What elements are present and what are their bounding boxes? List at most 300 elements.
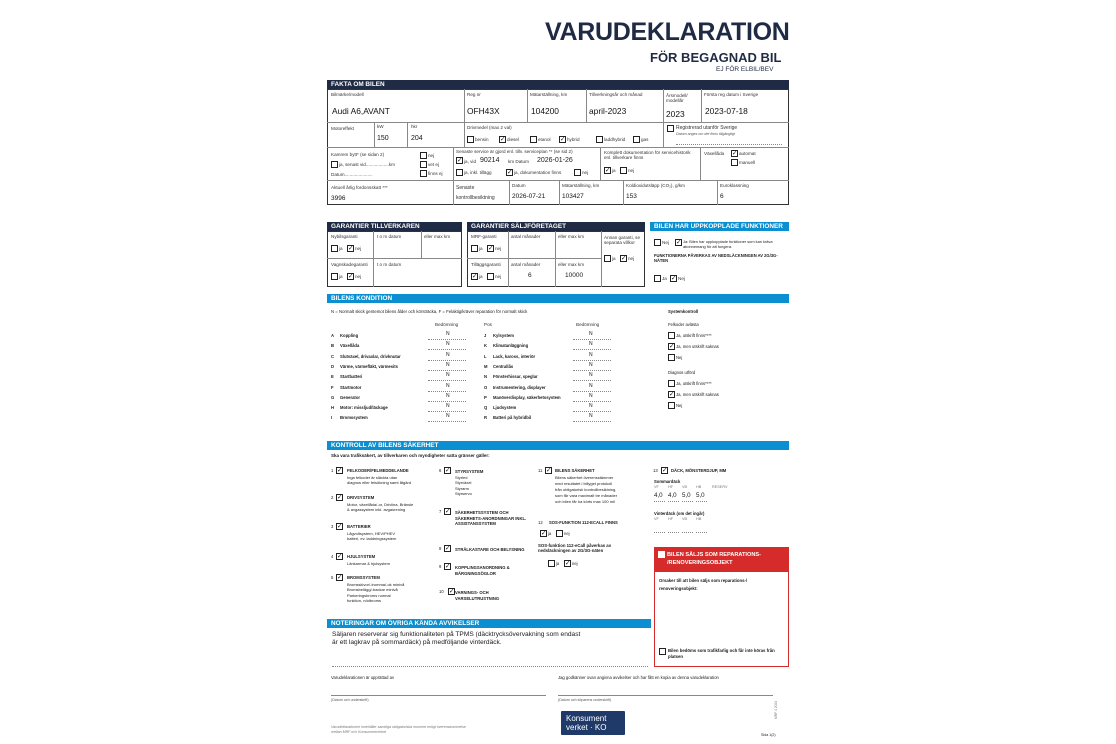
kamrem-ja-checkbox[interactable] [331, 161, 338, 168]
k-title-3: BATTERIER [347, 524, 371, 529]
komplett-label: Komplett dokumentation för servicehistorik enl. tillverkare finns [604, 150, 691, 161]
kontroll-intro: Ska vara trafiksäkert, av tillverkaren och myndigheter satta gränser gäller: [331, 453, 490, 458]
k-desc-1-0: Inga felkoder är släckta utan [347, 474, 398, 480]
kond-key-G: G [331, 394, 335, 400]
kond-value-B[interactable]: N [446, 341, 450, 348]
komplett-ja: ja [612, 168, 616, 173]
mat-label: Mätarställning, km [530, 92, 568, 97]
funk-nej: Nej [678, 276, 685, 281]
kond-key-Q: Q [484, 405, 488, 411]
upp-nej: Nej [662, 240, 669, 245]
k-item-2-checkbox[interactable]: ✓ [337, 494, 343, 501]
upprattad-label: Varudeklarationen är upprättad av [331, 675, 395, 680]
k-desc-4-0: Länkarmar & hjulsystem [347, 560, 390, 566]
kamrem-ja: ja, senast vid..................km [339, 162, 395, 167]
tillagg-antal-value[interactable]: 6 [528, 272, 532, 279]
kond-label-H: Motor: missljud/läckage [340, 405, 388, 411]
c12-num: 12 [538, 520, 543, 525]
sos2-label: SOS-funktion 112-eCall påverkas av nedsläckningen av 2G/3G-näten [538, 543, 612, 554]
tyre-sommar-3[interactable]: 5,0 [696, 492, 705, 499]
kond-key-F: F [331, 384, 334, 390]
service-datum-value[interactable]: 2026-01-26 [537, 157, 573, 164]
kond-value-F[interactable]: N [446, 382, 450, 389]
k-title-1: FELKODER/FELMEDDELANDE [347, 468, 409, 473]
tyre-pos-VF: VF [654, 485, 659, 489]
kond-value-O[interactable]: N [589, 382, 593, 389]
tyre-pos-VB: VB [682, 485, 688, 489]
vagn-ja-checkbox[interactable] [331, 273, 338, 280]
kond-key-O: O [484, 384, 488, 390]
trafikfarlig-checkbox[interactable] [659, 648, 666, 655]
tyre-vinter-pos-HF: HF [668, 517, 674, 521]
k-desc-3-0: Lågvoltsystem, HEV/PHEV [347, 530, 396, 536]
declaration-page [323, 14, 792, 740]
kamrem-finns-checkbox[interactable] [420, 170, 427, 177]
fuel-laddhybrid-checkbox[interactable] [596, 136, 603, 143]
reg-utanfor-label: Registrerad utanför Sverige [676, 125, 738, 131]
kamrem-vet-checkbox[interactable] [420, 161, 427, 168]
kamrem-finns: finns ej [428, 171, 443, 176]
kond-label-B: Växellåda [340, 343, 360, 349]
kw-value[interactable]: 150 [377, 135, 389, 142]
tillv-value[interactable]: april-2023 [589, 106, 627, 116]
c11-desc-4: och bilen får ha körts max 100 mil [555, 499, 615, 504]
kond-key-K: K [484, 343, 488, 349]
upp-funk: FUNKTIONERNA PÅVERKAS AV NEDSLÄCKNINGEN AV 2G/3G-NÄTEN [654, 253, 778, 264]
arsmodell-value[interactable]: 2023 [666, 109, 685, 119]
nybil-label: Nybilsgaranti [331, 234, 358, 239]
forsta-label: Första reg datum i Sverige [704, 92, 759, 97]
kond-value-Q[interactable]: N [589, 403, 593, 410]
service-dok: ja, dokumentation finns [514, 170, 562, 175]
sos2-nej-checkbox[interactable]: ✓ [565, 560, 571, 567]
noteringar-text2[interactable]: är ett lagkrav på sommardäck) på medföljande vinterdäck. [332, 639, 502, 646]
diagnos-opt-2: Nej [676, 403, 683, 408]
kondition-legend: N = Normalt skick gentemot bilens ålder och körsträcka, F = Felaktig/kräver reparation för normalt skick [331, 309, 528, 314]
doc-subtitle: FÖR BEGAGNAD BIL [650, 50, 782, 65]
kond-key-B: B [331, 343, 335, 349]
kond-line-C [428, 360, 466, 361]
c13-num: 13 [653, 468, 658, 473]
section-uppkopplade-heading: BILEN HAR UPPKOPPLADE FUNKTIONER [650, 222, 789, 231]
nybil-nej-checkbox[interactable]: ✓ [348, 245, 354, 252]
kond-key-R: R [484, 415, 488, 421]
k-item-7-checkbox[interactable]: ✓ [445, 508, 451, 515]
vinter-label: Vinterdäck (om det ingår) [654, 511, 705, 516]
kond-line-P [573, 401, 611, 402]
page-number: Sida 1(2) [761, 733, 776, 737]
k-num-10: 10 [439, 589, 444, 594]
konsumentverket-logo: Konsument verket · KO [561, 711, 625, 735]
hkr-label: hkr [411, 124, 418, 129]
kond-value-G[interactable]: N [446, 392, 450, 399]
kond-key-L: L [484, 353, 487, 359]
nybil-tom: t o m datum [377, 234, 402, 239]
felkoder-opt-2: Nej [676, 355, 683, 360]
komplett-nej-checkbox[interactable] [620, 167, 627, 174]
fuel-diesel-checkbox[interactable]: ✓ [500, 136, 506, 143]
kond-label-Q: Ljudsystem [493, 405, 517, 411]
k-item-5-checkbox[interactable]: ✓ [337, 574, 343, 581]
kond-label-I: Bromssystem [340, 415, 368, 421]
kamrem-label: Kamrem bytt* (se sidan 2) [331, 152, 385, 157]
kamrem-nej: nej [428, 153, 435, 158]
mrf-antal: antal månader [511, 234, 541, 239]
vagn-nej: nej [355, 274, 362, 279]
k-desc-6-0: Styrled [455, 474, 468, 480]
kond-value-J[interactable]: N [589, 331, 593, 337]
fuel-gas-label: gas [641, 137, 649, 142]
kond-line-A [428, 339, 466, 340]
k-item-8-checkbox[interactable]: ✓ [445, 545, 451, 552]
kond-line-R [573, 421, 611, 422]
funk-ja-checkbox[interactable] [654, 275, 661, 282]
tillagg-antal: antal månader [511, 262, 541, 267]
tyre-vinter-line-2 [682, 532, 693, 533]
service-nej: nej [582, 170, 589, 175]
mrf-ja-checkbox[interactable] [471, 245, 478, 252]
nybil-ja-checkbox[interactable] [331, 245, 338, 252]
k-desc-1-1: diagnos eller felsökning samt åtgärd [347, 480, 412, 486]
k-num-8: 8 [439, 546, 442, 551]
fuel-bensin-label: bensin [475, 137, 489, 142]
c12-ja-checkbox[interactable]: ✓ [541, 530, 547, 537]
tyre-pos-HF: HF [668, 485, 674, 489]
hkr-value[interactable]: 204 [411, 135, 423, 142]
k-desc-2-1: & avgassystem inkl. avgasrening [347, 507, 406, 513]
tyre-vinter-line-1 [668, 532, 679, 533]
annan-ja-checkbox[interactable] [604, 255, 611, 262]
k-desc-5-3: funktion, nödbroms [347, 598, 382, 604]
euro-label: Euroklassning [720, 183, 749, 188]
euro-value[interactable]: 6 [720, 193, 724, 200]
kond-line-I [428, 421, 466, 422]
k-title-7: SÄKERHETSSYSTEM OCH SÄKERHETS-ANORDNINGAR INKL. ASSISTANSSYSTEM [455, 510, 527, 527]
kamrem-nej-checkbox[interactable] [420, 152, 427, 159]
service-inkl-checkbox[interactable] [456, 169, 463, 176]
komplett-ja-checkbox[interactable]: ✓ [605, 167, 611, 174]
kond-value-D[interactable]: N [446, 361, 450, 368]
tillagg-nej-checkbox[interactable] [487, 273, 494, 280]
godkanner-label: Jag godkänner ovan angivna avvikelser och har fått en kopia av denna varudeklaration [558, 675, 719, 680]
skatt-value[interactable]: 3996 [331, 195, 346, 202]
fuel-diesel-label: diesel [507, 137, 520, 142]
kond-value-I[interactable]: N [446, 413, 450, 420]
tillagg-ja-checkbox[interactable]: ✓ [472, 273, 478, 280]
kamrem-vet: vet ej [428, 162, 439, 167]
tyre-sommar-line-3 [696, 501, 707, 502]
tillagg-km-value[interactable]: 10000 [565, 272, 584, 279]
fuel-laddhybrid-label: laddhybrid [604, 137, 626, 142]
k-num-4: 4 [331, 554, 334, 559]
bedomning-left: Bedömning [435, 322, 459, 327]
felkoder-label: Felkoder avlästa [668, 322, 699, 327]
mrf-ja: ja [479, 246, 483, 251]
kond-value-C[interactable]: N [446, 351, 450, 358]
vaxel-man-checkbox[interactable] [731, 159, 738, 166]
datum-under: (Datum och underskrift) [331, 698, 369, 702]
funk-nej-checkbox[interactable]: ✓ [671, 275, 677, 282]
drivmedel-label: Drivmedel (max 2 val) [467, 125, 512, 130]
k-desc-2-0: Motor, växellåda/-or, Drivlina, Bränsle [347, 501, 414, 507]
kond-label-A: Koppling [340, 333, 359, 338]
sos2-ja-checkbox[interactable] [548, 560, 555, 567]
kond-line-J [573, 339, 611, 340]
upp-ja-checkbox[interactable]: ✓ [676, 239, 682, 246]
seller-signature-line[interactable] [331, 695, 546, 696]
c13-title: DÄCK, MÖNSTERDJUP, MM [671, 468, 727, 473]
sys-title: Systemkontroll [668, 309, 699, 314]
tillagg-ja: ja [479, 274, 483, 279]
kond-value-E[interactable]: N [446, 372, 450, 379]
felkoder-opt-1-checkbox[interactable]: ✓ [669, 343, 675, 350]
forsta-value[interactable]: 2023-07-18 [705, 106, 748, 116]
vagn-nej-checkbox[interactable]: ✓ [348, 273, 354, 280]
c13-checkbox[interactable]: ✓ [662, 467, 668, 474]
fine2: mellan MRF och Konsumentverket [331, 730, 387, 734]
skatt-label: Aktuell årlig fordonsskatt *** [331, 185, 388, 190]
kond-label-N: Fönsterhissar, speglar [493, 374, 538, 380]
k-desc-5-1: Bromsbelägg/-backar minivå [347, 587, 398, 593]
sommar-label: Sommardäck [654, 479, 681, 484]
kond-label-O: Instrumentering, displayer [493, 384, 546, 390]
motor-label: Motoreffekt [331, 126, 354, 131]
kond-key-J: J [484, 333, 487, 338]
kond-key-D: D [331, 363, 335, 369]
kond-label-L: Lack, kaross, interiör [493, 353, 536, 359]
vagn-label: Vagnskadegaranti [331, 262, 368, 267]
kond-line-M [573, 370, 611, 371]
kamrem-datum: Datum...................... [331, 172, 373, 177]
kond-line-L [573, 360, 611, 361]
fuel-gas-checkbox[interactable] [633, 136, 640, 143]
mat-value[interactable]: 104200 [531, 106, 559, 116]
k-item-6-checkbox[interactable]: ✓ [445, 467, 451, 474]
service-vid-checkbox[interactable]: ✓ [457, 157, 463, 164]
upp-nej-checkbox[interactable] [654, 239, 661, 246]
service-label: Senaste service är gjord enl. tillv. serviceplan ** (se sid 2) [456, 149, 573, 154]
kond-label-D: Värme, värmefläkt, värmesits [340, 363, 398, 369]
vaxel-man: manuell [739, 160, 756, 165]
kond-label-M: Centrallås [493, 363, 514, 369]
kond-value-K[interactable]: N [589, 341, 593, 348]
kond-label-J: Kylsystem [493, 333, 514, 338]
kond-label-E: Startbatteri [340, 374, 363, 380]
kond-value-L[interactable]: N [589, 351, 593, 358]
kond-line-N [573, 380, 611, 381]
section-garanti-tillv-heading: GARANTIER TILLVERKAREN [327, 222, 462, 231]
k-desc-5-0: Bromsskivor/-trumma/-ok minivå [347, 581, 405, 587]
c12-title: SOS-FUNKTION 112-ECALL FINNS [549, 520, 618, 525]
k-num-9: 9 [439, 564, 442, 569]
k-num-7: 7 [439, 509, 442, 514]
noteringar-text1[interactable]: Säljaren reserverar sig funktionaliteten på TPMS (däcktrycksövervakning som endast [332, 631, 581, 638]
kond-line-Q [573, 411, 611, 412]
kond-key-P: P [484, 394, 487, 400]
kond-value-M[interactable]: N [589, 361, 593, 368]
k-num-3: 3 [331, 524, 334, 529]
c12-nej: nej [564, 531, 570, 536]
trafikfarlig-label: Bilen bedöms som trafikfarlig och får inte köras från platsen [668, 648, 775, 660]
tillv-label: Tillverkningsår och månad [589, 92, 643, 97]
vagn-ja: ja [339, 274, 343, 279]
tyre-vinter-line-0 [654, 532, 665, 533]
service-km-value[interactable]: 90214 [480, 157, 500, 164]
co2-label: Koldioxidutsläpp (CO₂), g/km [626, 183, 685, 188]
nybil-eller: eller max km [424, 234, 451, 239]
fuel-etanol-checkbox[interactable] [530, 136, 537, 143]
doc-sub2: EJ FÖR ELBIL/BEV [716, 66, 774, 73]
service-vid: ja, vid [464, 159, 477, 164]
mrf-nej-checkbox[interactable]: ✓ [488, 245, 494, 252]
k-item-3-checkbox[interactable]: ✓ [337, 523, 343, 530]
felkoder-opt-0-checkbox[interactable] [668, 332, 675, 339]
tyre-sommar-1[interactable]: 4,0 [668, 492, 677, 499]
diagnos-opt-1-checkbox[interactable]: ✓ [669, 391, 675, 398]
tyre-sommar-line-1 [668, 501, 679, 502]
diagnos-opt-2-checkbox[interactable] [668, 402, 675, 409]
c12-ja: ja [548, 531, 552, 536]
kond-line-E [428, 380, 466, 381]
fuel-bensin-checkbox[interactable] [467, 136, 474, 143]
felkoder-opt-1: Ja, men utskrift saknas [676, 344, 719, 349]
repair-checkbox[interactable] [658, 551, 665, 558]
kond-key-A: A [331, 333, 335, 338]
kond-label-R: Batteri på hybridbil [493, 415, 532, 421]
k-num-2: 2 [331, 495, 334, 500]
k-title-6: STYRSYSTEM [455, 469, 484, 474]
reg-utanfor-sub: Datum anges om det finns tillgängligt [676, 132, 735, 136]
nybil-ja: ja [339, 246, 343, 251]
kond-key-N: N [484, 374, 488, 380]
k-item-9-checkbox[interactable]: ✓ [445, 563, 451, 570]
diagnos-opt-0-checkbox[interactable] [668, 380, 675, 387]
annan-label: Annan garanti, se separata villkor [604, 235, 641, 246]
annan-nej: nej [628, 256, 635, 261]
kond-value-A[interactable]: N [446, 331, 450, 337]
kond-line-D [428, 370, 466, 371]
section-kontroll-heading: KONTROLL AV BILENS SÄKERHET [327, 441, 789, 450]
sos2-ja: ja [556, 561, 560, 566]
k-title-5: BROMSSYSTEM [347, 575, 380, 580]
k-num-5: 5 [331, 575, 334, 580]
tyre-vinter-pos-HB: HB [696, 517, 702, 521]
fine1: Varudeklarationen innehåller samtliga obligatoriska moment enligt överenskommelse [331, 725, 466, 729]
tyre-sommar-0[interactable]: 4,0 [654, 492, 663, 499]
kond-label-C: Slutväxel, drivaxlar, drivknutar [340, 353, 401, 359]
tyre-pos-RESERV: RESERV [712, 485, 728, 489]
side-code: MRF 4 2024 [774, 700, 778, 719]
senaste-label: Senaste kontrollbesiktning [456, 185, 495, 201]
datum-label: Datum [512, 183, 526, 188]
kond-label-G: Generator [340, 394, 361, 400]
reg-utanfor-checkbox[interactable] [667, 125, 674, 132]
c11-desc-2: från obligatorisk kontrollbesiktning, [555, 487, 617, 492]
tillagg-eller: eller max km [558, 262, 585, 267]
mrf-eller: eller max km [558, 234, 585, 239]
make-value[interactable]: Audi A6,AVANT [332, 106, 390, 116]
kond-key-C: C [331, 353, 335, 359]
sos2-nej: nej [572, 561, 578, 566]
section-garanti-salj-heading: GARANTIER SÄLJFÖRETAGET [467, 222, 645, 231]
k-num-6: 6 [439, 468, 442, 473]
c11-desc-3: som får vara maximalt tre månader [555, 493, 618, 498]
c12-nej-checkbox[interactable] [556, 530, 563, 537]
mat2-label: Mätarställning, km [562, 183, 600, 188]
kond-line-H [428, 411, 466, 412]
tyre-sommar-line-0 [654, 501, 665, 502]
fuel-hybrid-checkbox[interactable]: ✓ [560, 136, 566, 143]
kond-label-P: Manöverdisplay, säkerhetssystem [493, 394, 561, 400]
tyre-vinter-line-3 [696, 532, 707, 533]
upp-ja-text: Ja: Bilen har uppkopplade funktioner som kan kräva abonnemang för att fungera. [683, 239, 773, 249]
datum-value[interactable]: 2026-07-21 [512, 193, 546, 200]
reg-label: Reg nr [467, 92, 481, 97]
pos-header: Pos [484, 322, 492, 327]
annan-nej-checkbox[interactable]: ✓ [621, 255, 627, 262]
c11-checkbox[interactable]: ✓ [546, 467, 552, 474]
diagnos-opt-1: Ja, men utskrift saknas [676, 392, 719, 397]
orsaker-label: Orsaker till att bilen säljs som reparations-/ renoveringsobjekt: [659, 578, 748, 592]
k-desc-6-2: Styrarm [455, 485, 469, 491]
vaxel-auto-checkbox[interactable]: ✓ [732, 150, 738, 157]
kond-value-P[interactable]: N [589, 392, 593, 399]
k-title-9: KOPPLINGSANORDNING & BÄRGNINGSÖGLOR [455, 565, 510, 576]
kond-line-G [428, 401, 466, 402]
funk-ja: Ja [662, 276, 667, 281]
k-item-1-checkbox[interactable]: ✓ [337, 467, 343, 474]
service-dok-checkbox[interactable]: ✓ [507, 169, 513, 176]
mat2-value[interactable]: 103427 [562, 193, 584, 200]
buyer-signature-line[interactable] [558, 695, 773, 696]
k-title-10: VARNINGS- OCH VARSELUTRUSTNING [455, 590, 500, 601]
mrf-nej: nej [495, 246, 502, 251]
kond-value-N[interactable]: N [589, 372, 593, 379]
k-desc-3-1: batteri, ev. laddningssystem [347, 536, 397, 542]
c11-desc-1: med resultatet i billyget protokoll [555, 481, 613, 486]
kw-label: kW [377, 124, 384, 129]
c11-title: BILENS SÄKERHET [555, 468, 595, 473]
vaxel-label: Växellåda [704, 151, 725, 156]
service-km-datum: km Datum [508, 159, 529, 164]
make-label: Bilmärke/modell [331, 92, 364, 97]
felkoder-opt-2-checkbox[interactable] [668, 354, 675, 361]
kond-value-R[interactable]: N [589, 413, 593, 420]
service-nej-checkbox[interactable] [574, 169, 581, 176]
fuel-etanol-label: etanol [538, 137, 551, 142]
c11-desc-0: Bilens säkerhet överensstämmer [555, 475, 614, 480]
komplett-nej: nej [628, 168, 635, 173]
k-title-4: HJULSYSTEM [347, 554, 376, 559]
kond-label-F: Startmotor [340, 384, 362, 390]
kond-value-H[interactable]: N [446, 403, 450, 410]
kond-line-O [573, 391, 611, 392]
section-kondition-heading: BILENS KONDITION [327, 294, 789, 303]
c11-num: 11 [538, 468, 543, 473]
kond-line-F [428, 391, 466, 392]
k-num-1: 1 [331, 468, 334, 473]
k-item-4-checkbox[interactable]: ✓ [337, 553, 343, 560]
reg-value[interactable]: OFH43X [467, 106, 500, 116]
section-fakta-heading: FAKTA OM BILEN [327, 80, 789, 89]
datum-kop: (Datum och köparens underskrift) [558, 698, 612, 702]
tyre-vinter-pos-VB: VB [682, 517, 688, 521]
kond-line-K [573, 349, 611, 350]
k-item-10-checkbox[interactable]: ✓ [449, 588, 455, 595]
diagnos-label: Diagnos utförd [668, 370, 696, 375]
co2-value[interactable]: 153 [626, 193, 637, 200]
tyre-sommar-2[interactable]: 5,0 [682, 492, 691, 499]
